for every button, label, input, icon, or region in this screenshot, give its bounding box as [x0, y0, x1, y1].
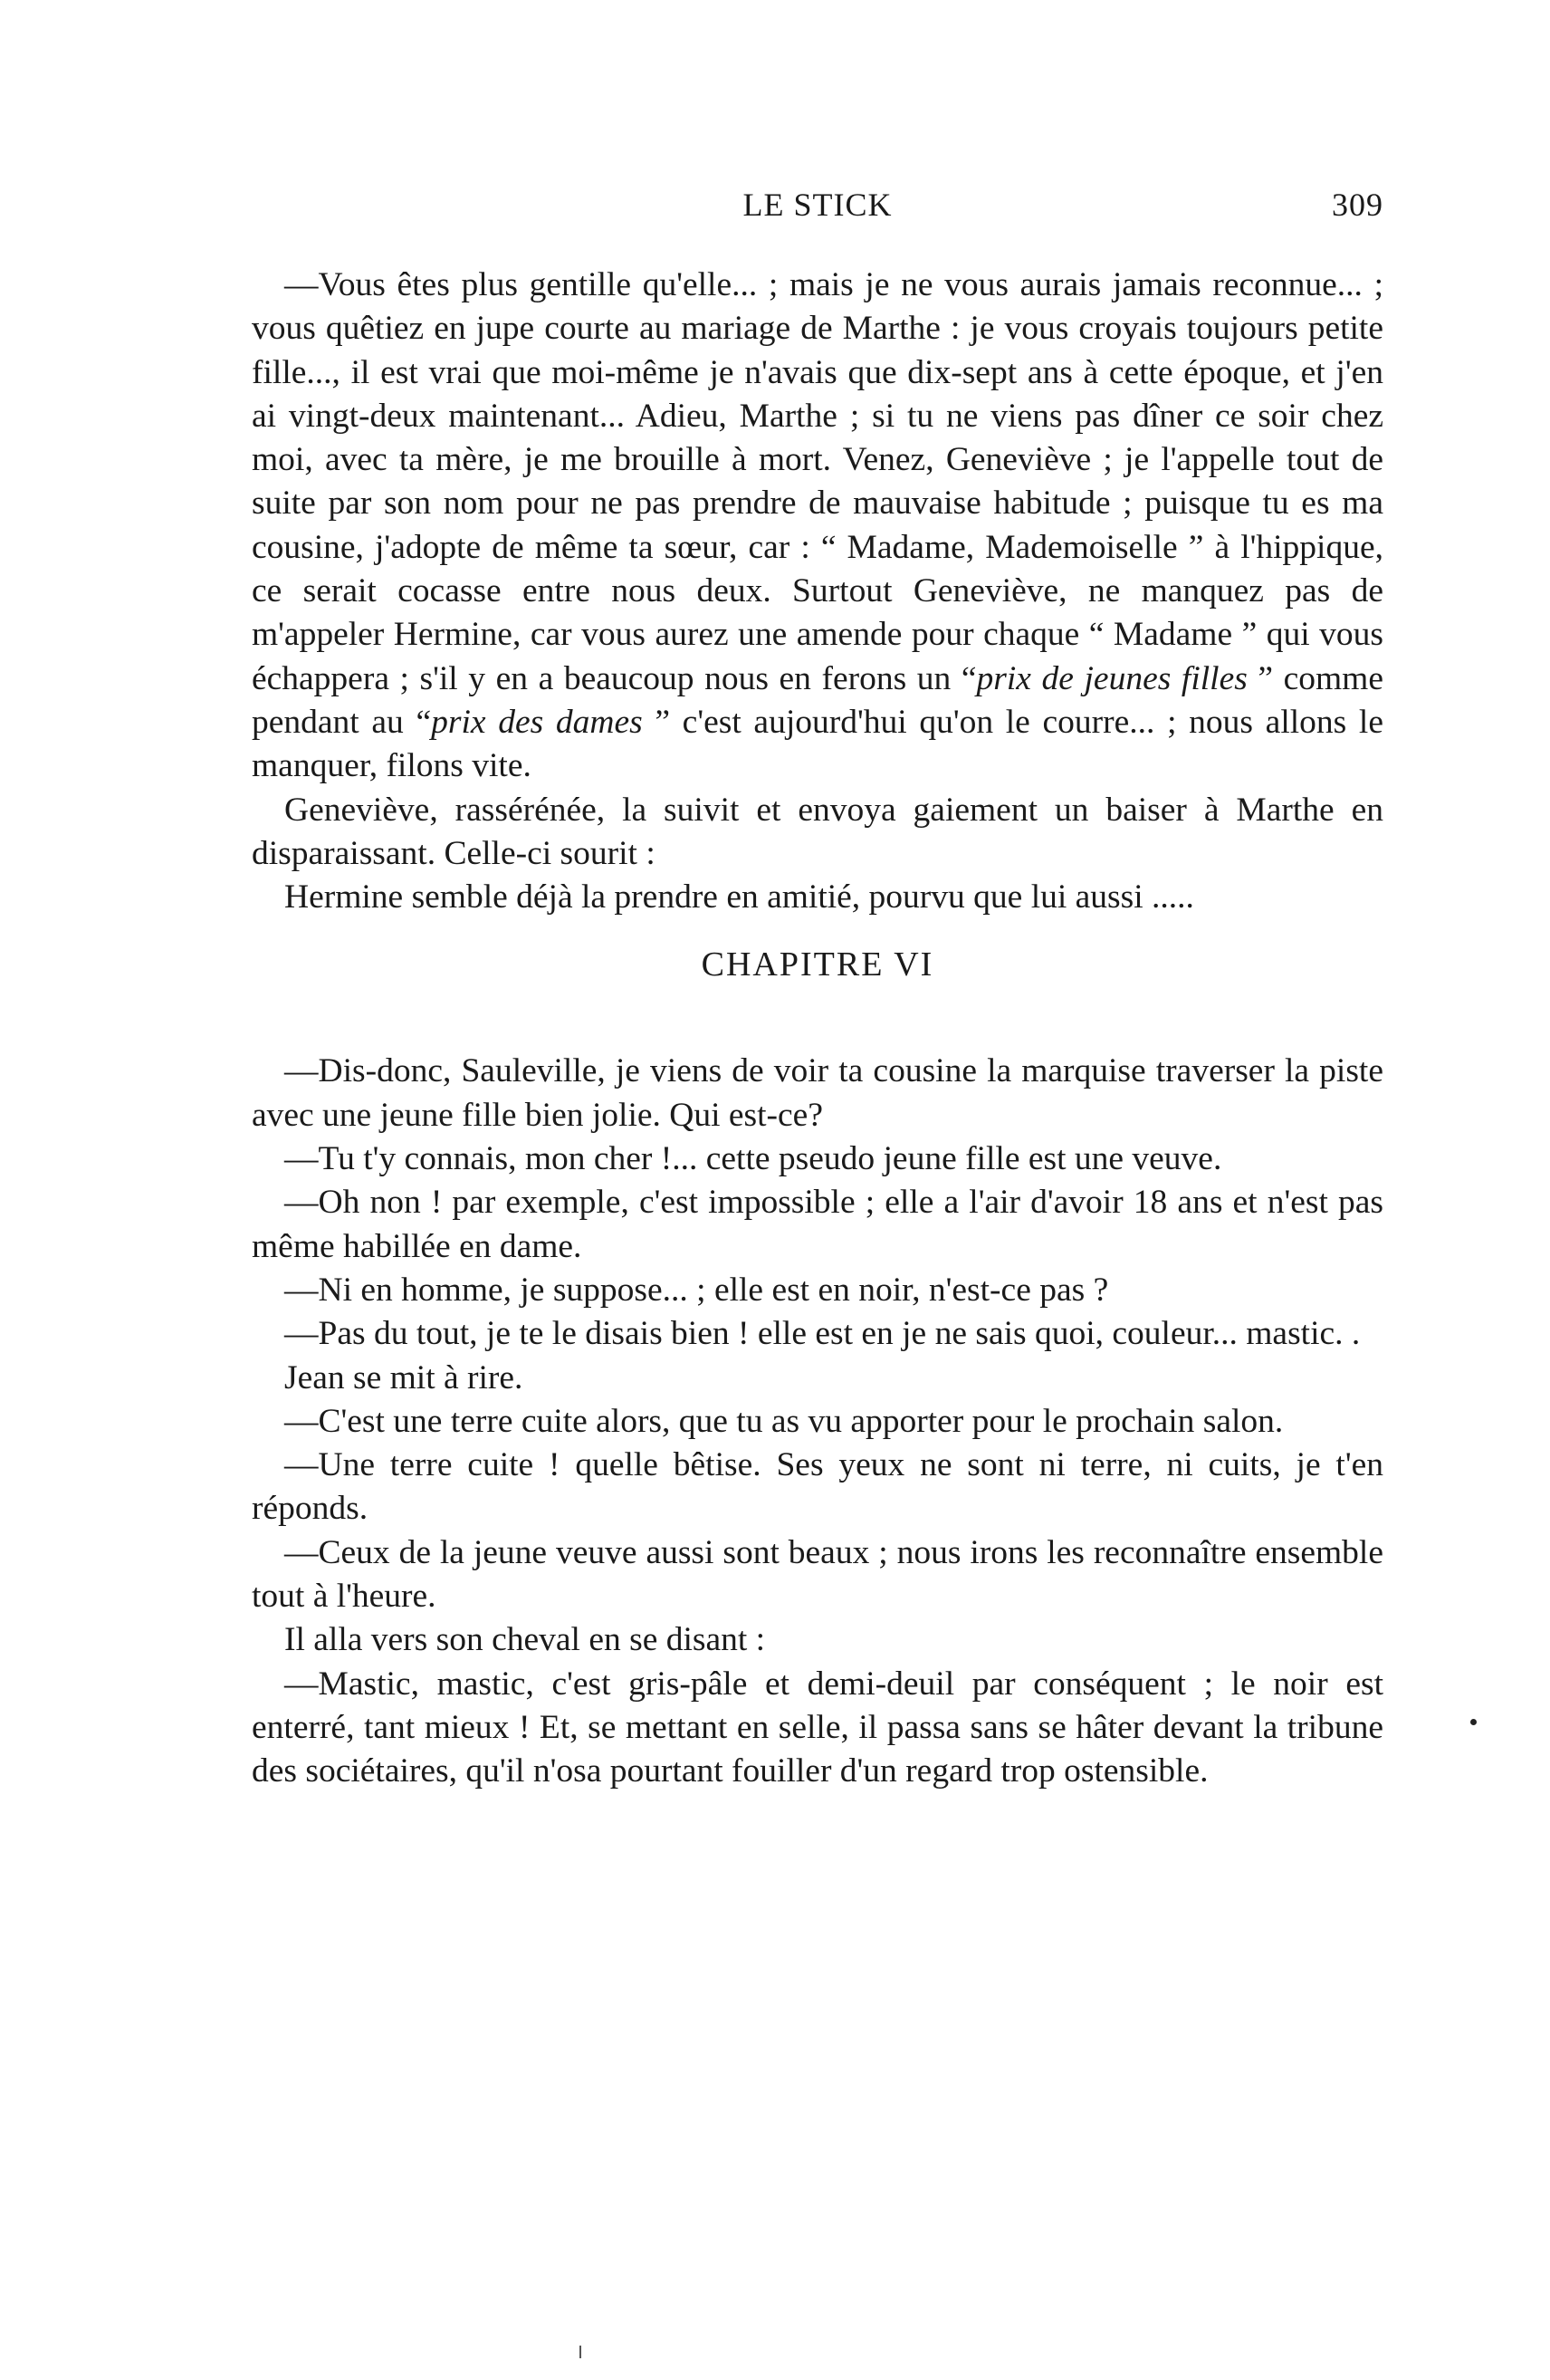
paragraph: Geneviève, rassérénée, la suivit et envoya gaiement un baiser à Marthe en disparaissant. Celle-ci sourit :: [252, 791, 1383, 872]
paragraph-text: ” c'est aujourd'hui qu'on le courre... ; nous allons le manquer, filons vite.: [252, 703, 1383, 785]
paragraph: —Ceux de la jeune veuve aussi sont beaux ; nous irons les reconnaître ensemble tout à l'heure.: [252, 1533, 1383, 1616]
paragraph: [252, 264, 1383, 789]
paragraph-text: —Vous êtes plus gentille qu'elle... ; mais je ne vous aurais jamais reconnue... ; vous quêtiez en jupe courte au mariage de Marthe : je vous croyais toujours petite fille..., il est vrai que moi-même je n'avais que dix-sept ans à cette époque, et j'en ai vingt-deux maintenant... Adieu, Marthe ; si tu ne viens pas dîner ce soir chez moi, avec ta mère, je me brouille à mort. Venez, Geneviève ; je l'appelle tout de suite par son nom pour ne pas prendre de mauvaise habitude ; puisque tu es ma cousine, j'adopte de même ta sœur, car : “ Madame, Mademoiselle ” à l'hippique, ce serait cocasse entre nous deux. Surtout Geneviève, ne manquez pas de m'appeler Hermine, car vous aurez une amende pour chaque “ Madame ” qui vous échappera ; s'il y en a beaucoup nous en ferons un “: [252, 266, 1383, 697]
paragraph: Jean se mit à rire.: [284, 1358, 523, 1396]
running-title: LE STICK: [742, 187, 893, 223]
italic-phrase: prix de jeunes filles: [976, 659, 1248, 697]
paragraph: —Mastic, mastic, c'est gris-pâle et demi-deuil par conséquent ; le noir est enterré, tant mieux ! Et, se mettant en selle, il passa sans se hâter devant la tribune des sociétaires, qu'il n'osa pourtant fouiller d'un regard trop ostensible.: [252, 1665, 1383, 1790]
book-page: [252, 186, 1383, 1794]
paragraph: —Tu t'y connais, mon cher !... cette pseudo jeune fille est une veuve.: [284, 1140, 1222, 1178]
body-text: [252, 264, 1383, 1794]
paragraph: —Pas du tout, je te le disais bien ! elle est en je ne sais quoi, couleur... mastic. .: [284, 1315, 1361, 1353]
paragraph: —Une terre cuite ! quelle bêtise. Ses yeux ne sont ni terre, ni cuits, je t'en réponds.: [252, 1446, 1383, 1528]
paper-mark: [579, 2346, 581, 2358]
paragraph: —Oh non ! par exemple, c'est impossible ; elle a l'air d'avoir 18 ans et n'est pas même habillée en dame.: [252, 1184, 1383, 1265]
ink-speck: [1470, 1719, 1477, 1725]
paragraph: —Dis-donc, Sauleville, je viens de voir ta cousine la marquise traverser la piste avec une jeune fille bien jolie. Qui est-ce?: [252, 1052, 1383, 1134]
paragraph: Il alla vers son cheval en se disant :: [284, 1621, 766, 1659]
italic-phrase: prix des dames: [431, 703, 643, 741]
paragraph-text: ” comme pendant au “: [252, 659, 1383, 741]
paragraph: Hermine semble déjà la prendre en amitié, pourvu que lui aussi .....: [284, 878, 1194, 916]
running-head: [252, 186, 1383, 240]
paragraph: —Ni en homme, je suppose... ; elle est en noir, n'est-ce pas ?: [284, 1271, 1109, 1309]
chapter-title: CHAPITRE VI: [701, 945, 934, 984]
paragraph: —C'est une terre cuite alors, que tu as vu apporter pour le prochain salon.: [284, 1402, 1284, 1440]
page-number: 309: [1332, 187, 1383, 223]
